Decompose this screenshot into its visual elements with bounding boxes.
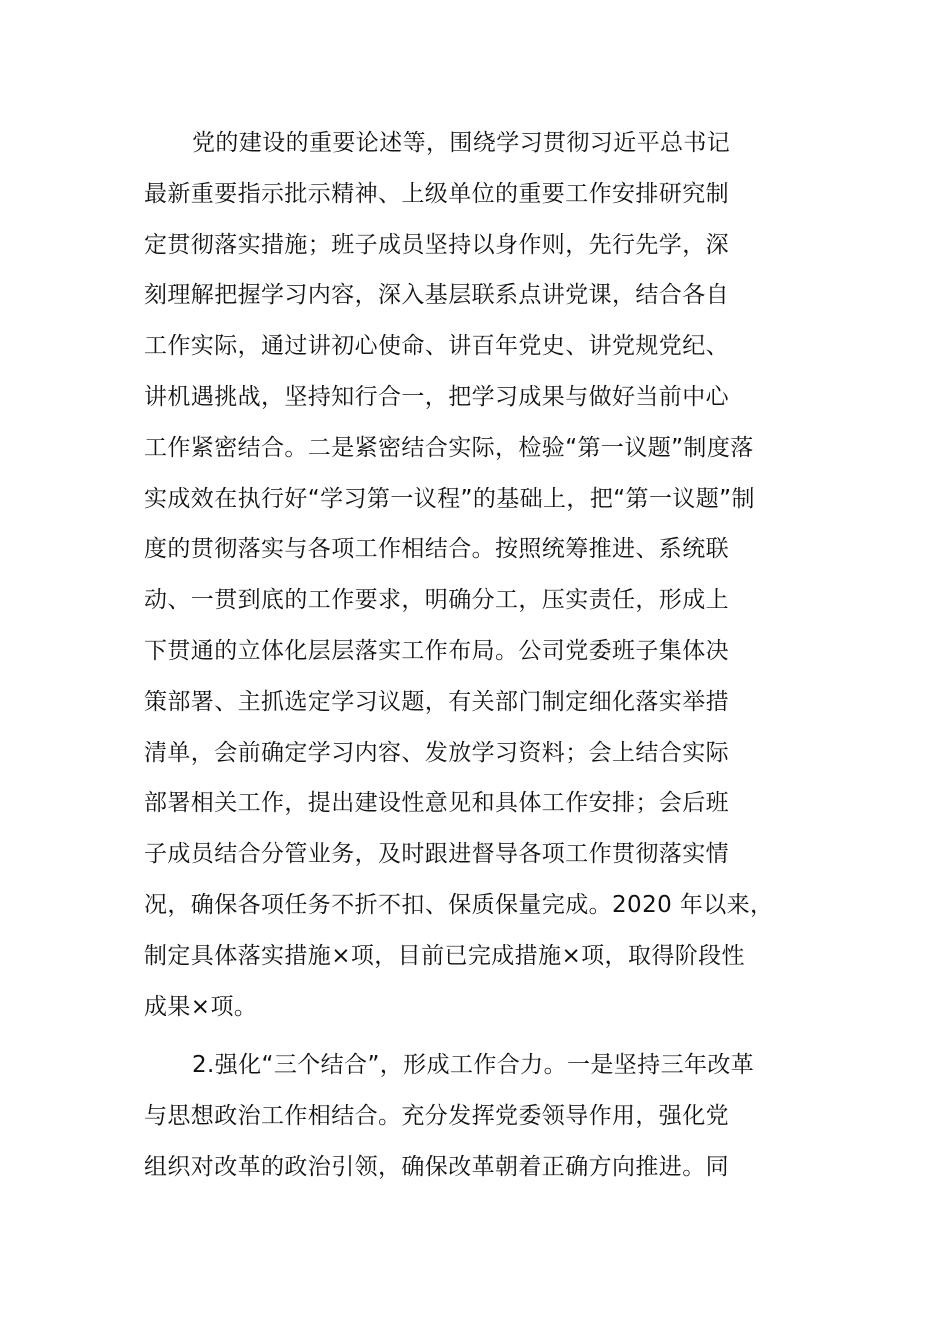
text-line: 子成员结合分管业务，及时跟进督导各项工作贯彻落实情 <box>144 841 729 868</box>
text-line: 下贯通的立体化层层落实工作布局。公司党委班子集体决 <box>144 637 729 664</box>
text-line: 况，确保各项任务不折不扣、保质保量完成。2020 年以来， <box>144 891 774 918</box>
text-line: 实成效在执行好“学习第一议程”的基础上，把“第一议题”制 <box>144 485 755 512</box>
text-line: 策部署、主抓选定学习议题，有关部门制定细化落实举措 <box>144 688 729 715</box>
text-line: 度的贯彻落实与各项工作相结合。按照统筹推进、系统联 <box>144 536 729 563</box>
text-line: 组织对改革的政治引领，确保改革朝着正确方向推进。同 <box>144 1153 729 1180</box>
text-line: 动、一贯到底的工作要求，明确分工，压实责任，形成上 <box>144 587 729 614</box>
text-line: 与思想政治工作相结合。充分发挥党委领导作用，强化党 <box>144 1103 729 1130</box>
text-line: 成果×项。 <box>144 993 258 1020</box>
text-line: 工作实际，通过讲初心使命、讲百年党史、讲党规党纪、 <box>144 333 729 360</box>
text-line: 2.强化“三个结合”，形成工作合力。一是坚持三年改革 <box>192 1052 755 1079</box>
text-line: 部署相关工作，提出建设性意见和具体工作安排；会后班 <box>144 790 729 817</box>
text-line: 刻理解把握学习内容，深入基层联系点讲党课，结合各自 <box>144 282 729 309</box>
paragraph-1 <box>144 118 834 1032</box>
text-line: 工作紧密结合。二是紧密结合实际，检验“第一议题”制度落 <box>144 434 754 461</box>
text-line: 最新重要指示批示精神、上级单位的重要工作安排研究制 <box>144 180 729 207</box>
text-line: 清单，会前确定学习内容、发放学习资料；会上结合实际 <box>144 739 729 766</box>
paragraph-2 <box>144 1040 834 1192</box>
text-line: 党的建设的重要论述等，围绕学习贯彻习近平总书记 <box>192 130 731 156</box>
document-body <box>144 118 834 1193</box>
text-line: 制定具体落实措施×项，目前已完成措施×项，取得阶段性 <box>144 942 745 969</box>
text-line: 讲机遇挑战，坚持知行合一，把学习成果与做好当前中心 <box>144 383 729 410</box>
text-line: 定贯彻落实措施；班子成员坚持以身作则，先行先学，深 <box>144 231 729 258</box>
